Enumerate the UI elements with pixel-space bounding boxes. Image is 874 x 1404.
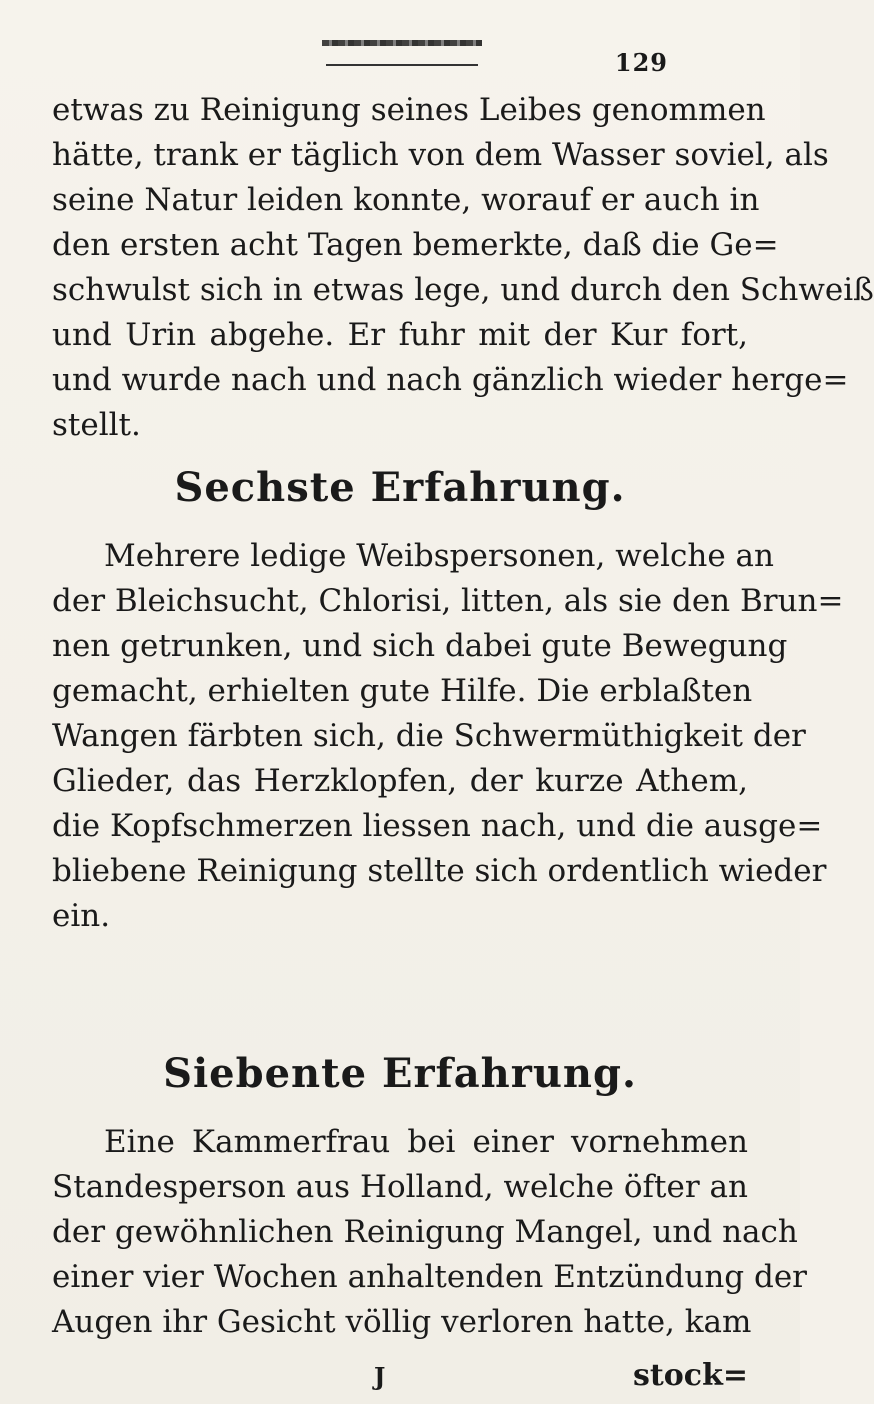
text-line: einer vier Wochen anhaltenden Entzündung der	[52, 1259, 807, 1295]
paragraph-2	[52, 534, 844, 939]
text-line: und wurde nach und nach gänzlich wieder herge=	[52, 362, 849, 398]
text-line: Augen ihr Gesicht völlig verloren hatte, kam	[52, 1304, 752, 1340]
section-heading-seventh: Siebente Erfahrung.	[163, 1050, 637, 1097]
text-line: Mehrere ledige Weibspersonen, welche an	[104, 538, 774, 574]
page-number: 129	[614, 48, 668, 77]
section-heading-sixth: Sechste Erfahrung.	[174, 464, 626, 511]
catchword: stock=	[633, 1358, 748, 1393]
text-line: Standesperson aus Holland, welche öfter an	[52, 1169, 748, 1205]
signature-mark: J	[374, 1362, 386, 1391]
text-line: Glieder, das Herzklopfen, der kurze Athem,	[52, 763, 748, 799]
text-line: Wangen färbten sich, die Schwermüthigkeit der	[52, 718, 806, 754]
text-line: schwulst sich in etwas lege, und durch den Schweiß	[52, 272, 874, 308]
text-line: der Bleichsucht, Chlorisi, litten, als sie den Brun=	[52, 583, 844, 619]
text-line: gemacht, erhielten gute Hilfe. Die erblaßten	[52, 673, 753, 709]
text-line: stellt.	[52, 407, 141, 443]
text-line: etwas zu Reinigung seines Leibes genommen	[52, 92, 766, 128]
text-line: Eine Kammerfrau bei einer vornehmen	[104, 1124, 748, 1160]
text-line: ein.	[52, 898, 111, 934]
header-ornament-bar	[322, 40, 482, 46]
text-line: nen getrunken, und sich dabei gute Bewegung	[52, 628, 788, 664]
text-line: die Kopfschmerzen liessen nach, und die ausge=	[52, 808, 823, 844]
paragraph-3	[52, 1120, 807, 1345]
text-line: bliebene Reinigung stellte sich ordentlich wieder	[52, 853, 827, 889]
text-line: seine Natur leiden konnte, worauf er auch in	[52, 182, 760, 218]
paragraph-1	[52, 88, 874, 448]
text-line: den ersten acht Tagen bemerkte, daß die Ge=	[52, 227, 779, 263]
text-line: der gewöhnlichen Reinigung Mangel, und nach	[52, 1214, 798, 1250]
header-rule	[326, 64, 478, 66]
text-line: hätte, trank er täglich von dem Wasser soviel, als	[52, 137, 829, 173]
text-line: und Urin abgehe. Er fuhr mit der Kur fort,	[52, 317, 748, 353]
